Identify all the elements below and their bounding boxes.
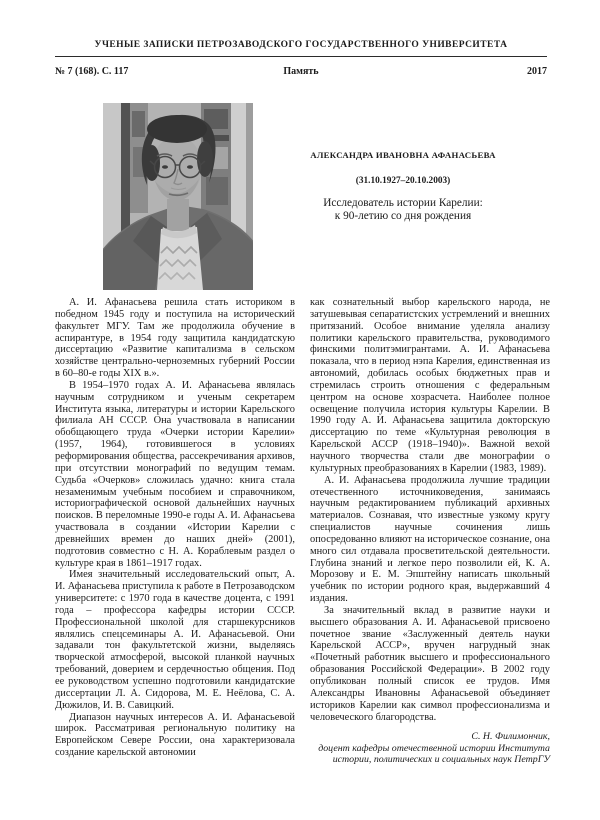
person-subtitle [258,197,548,223]
paragraph: А. И. Афанасьева продолжила лучшие традиции отечественного источниковедения, занимаясь научным редактированием публикаций архивных материалов. Сознавая, что известные узкому кругу специалистов научные сочинения лишь опосредованно влияют на историческое сознание, она много сил отдавала просветительской деятельности. Глубина знаний и легкое перо позволили ей, К. А. Морозову и Е. М. Эпштейну написать школьный учебник по истории родного края, выдержавший 4 издания. [310,474,550,605]
right-column [310,297,550,765]
subtitle-line-1: Исследователь истории Карелии: [323,197,483,209]
portrait-photo [103,103,253,290]
journal-title: УЧЕНЫЕ ЗАПИСКИ ПЕТРОЗАВОДСКОГО ГОСУДАРСТВЕННОГО УНИВЕРСИТЕТА [94,40,508,50]
paragraph: А. И. Афанасьева решила стать историком в победном 1945 году и поступила на исторический факультет МГУ. Там же продолжила обучение в аспирантуре, в 1954 году защитила кандидатскую диссертацию «Развитие капитализма в сельском хозяйстве центрально-черноземных губерний России в 60–80-е годы XIX в.». [55,297,295,380]
signature-affiliation-1: доцент кафедры отечественной истории Института [318,742,550,754]
header-rule [55,56,547,57]
article-body [55,297,550,765]
section-title: Память [283,66,319,77]
journal-header [55,40,547,77]
subtitle-line-2: к 90-летию со дня рождения [334,210,472,222]
right-column-paragraphs [310,297,550,723]
left-column [55,297,295,765]
portrait-photo-illustration [103,103,253,290]
paragraph: В 1954–1970 годах А. И. Афанасьева являлась научным сотрудником и ученым секретарем Института языка, литературы и истории Карельского филиала АН СССР. Она участвовала в написании обобщающего труда «Очерки истории Карелии» (1957, 1964), готовившегося в условиях реформирования общества, рассекречивания архивов, при отсутствии монографий по ведущим темам. Судьба «Очерков» сложилась удачно: книга стала незаменимым учебным пособием и справочником, историографической основой дальнейших научных поисков. В переломные 1990-е годы А. И. Афанасьева участвовала в создании «Истории Карелии с древнейших времен до наших дней» (2001), подготовив совместно с Н. А. Кораблевым раздел о культуре края в 1861–1917 годах. [55,379,295,569]
author-signature [310,731,550,765]
issue-number: № 7 (168). С. 117 [55,66,129,77]
paragraph: как сознательный выбор карельского народа, не затушевывая сепаратистских устремлений и внешних притязаний. Особое внимание уделяла анализу политики карельского правительства, руководимого финскими политэмигрантами. А. И. Афанасьева показала, что в период нэпа Карелия, единственная из автономий, добилась особых бюджетных прав и стремилась строить отношения с федеральным центром на основе хозрасчета. Наиболее полное освещение получила история культуры Карелии. В 1990 году А. И. Афанасьева защитила докторскую диссертацию по теме «Культурная революция в Карельской АССР (1918–1940)». Важной вехой научного творчества стали две монографии о культурных преобразованиях в Карелии (1983, 1989). [310,297,550,474]
signature-author: С. Н. Филимончик, [471,731,550,743]
person-dates: (31.10.1927–20.10.2003) [355,176,451,186]
paragraph: За значительный вклад в развитие науки и высшего образования А. И. Афанасьевой присвоено почетное звание «Заслуженный деятель науки Карельской АССР», вручен нагрудный знак «Почетный работник высшего и профессионального образования Российской Федерации». В 2002 году опубликован полный список ее трудов. Имя Александры Ивановны Афанасьевой объединяет историков Карелии как символ профессионализма и человеческого благородства. [310,604,550,723]
paragraph: Диапазон научных интересов А. И. Афанасьевой широк. Рассматривая региональную политику на Европейском Севере России, она характеризовала создание карельской автономии [55,711,295,759]
person-name: АЛЕКСАНДРА ИВАНОВНА АФАНАСЬЕВА [310,150,496,160]
issue-year: 2017 [527,66,547,77]
signature-affiliation-2: истории, политических и социальных наук ПетрГУ [332,753,550,765]
issue-meta-row [55,66,547,77]
paragraph: Имея значительный исследовательский опыт, А. И. Афанасьева приступила к работе в Петрозаводском университете: с 1970 года в качестве доцента, с 1991 года – профессора кафедры истории СССР. Профессиональной школой для старшекурсников являлись спецсеминары А. И. Афанасьевой. Они задавали тон факультетской жизни, выделяясь творческой атмосферой, высокой планкой научных требований, доверием и сердечностью общения. Под ее руководством успешно подготовили кандидатские диссертации Л. А. Сидорова, М. Е. Неёлова, С. А. Дюжилов, И. В. Савицкий. [55,569,295,711]
person-title-block [258,150,548,223]
